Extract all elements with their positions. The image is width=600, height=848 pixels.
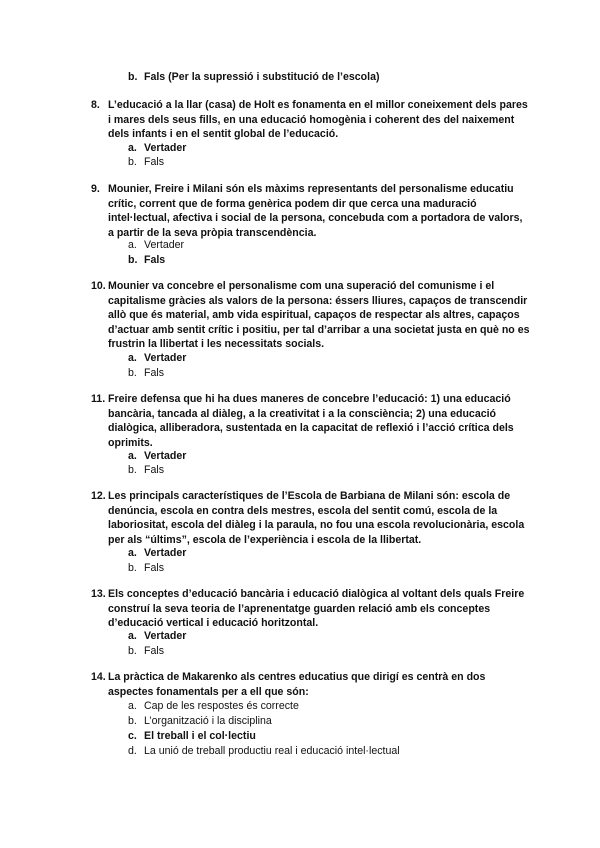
question-text: La pràctica de Makarenko als centres educatius que dirigí es centrà en dos aspectes fonamentals per a ell que són: <box>108 671 486 698</box>
option-text: Fals <box>144 645 165 657</box>
q8-option-a <box>128 141 186 155</box>
q13-option-a <box>128 629 186 643</box>
question-14 <box>91 670 531 699</box>
option-text: Vertader <box>144 142 187 154</box>
option-letter: a. <box>128 352 137 364</box>
option-letter: a. <box>128 142 137 154</box>
question-text: L’educació a la llar (casa) de Holt es fonamenta en el millor coneixement dels pares i mares dels seus fills, en una educació homogènia i coherent des del naixement dels infants i en el sentit global de l’educació. <box>108 99 528 141</box>
option-letter: b. <box>128 645 137 657</box>
option-prev-b <box>128 70 380 84</box>
q10-option-a <box>128 351 186 365</box>
option-text: Vertader <box>144 450 187 462</box>
question-text: Els conceptes d’educació bancària i educació dialògica al voltant dels quals Freire construí la seva teoria de l’aprenentatge guarden relació amb els conceptes d’educació vertical i educació horitzontal. <box>108 588 525 630</box>
question-number: 12. <box>91 490 106 502</box>
option-letter: b. <box>128 715 137 727</box>
option-letter: a. <box>128 450 137 462</box>
question-text: Mounier, Freire i Milani són els màxims representants del personalisme educatiu crític, corrent que de forma genèrica podem dir que cerca una maduració intel·lectual, afectiva i social de la persona, concebuda com a portadora de valors, a partir de la seva pròpia transcendència. <box>108 183 523 239</box>
question-text: Freire defensa que hi ha dues maneres de concebre l’educació: 1) una educació bancària, tancada al diàleg, a la creativitat i a la consciència; 2) una educació dialògica, alliberadora, sustentada en la capacitat de reflexió i l’acció crítica dels oprimits. <box>108 393 514 449</box>
q11-option-b <box>128 463 164 477</box>
question-number: 8. <box>91 99 100 111</box>
option-letter: b. <box>128 254 138 266</box>
q14-option-a <box>128 699 299 713</box>
option-text: El treball i el col·lectiu <box>144 730 256 742</box>
question-number: 14. <box>91 671 106 683</box>
option-letter: b. <box>128 562 137 574</box>
option-text: Fals <box>144 562 165 574</box>
question-8 <box>91 98 531 142</box>
question-13 <box>91 587 531 631</box>
option-letter: a. <box>128 700 137 712</box>
q9-option-a <box>128 238 184 252</box>
option-letter: d. <box>128 745 137 757</box>
q14-option-c <box>128 729 256 743</box>
question-number: 11. <box>91 393 106 405</box>
question-number: 9. <box>91 183 100 195</box>
q14-option-b <box>128 714 272 728</box>
question-text: Mounier va concebre el personalisme com una superació del comunisme i el capitalisme gràcies als valors de la persona: éssers lliures, capaços de transcendir allò que és material, amb vida espiritual, capaços de respectar als altres, capaços d’actuar amb sentit crític i positiu, per tal d’arribar a una societat justa en què no es frustrin la llibertat i les necessitats socials. <box>108 280 530 351</box>
q14-option-d <box>128 744 400 758</box>
q8-option-b <box>128 155 164 169</box>
option-text: Vertader <box>144 352 187 364</box>
option-text: Cap de les respostes és correcte <box>144 700 299 712</box>
question-number: 10. <box>91 280 106 292</box>
option-text: Vertader <box>144 239 185 251</box>
option-letter: b. <box>128 71 138 83</box>
question-text: Les principals característiques de l’Escola de Barbiana de Milani són: escola de denúncia, escola en contra dels mestres, escola del sentit comú, escola de la laboriositat, escola del diàleg i la paraula, no fou una escola revolucionària, escola per als “últims”, escola de l’experiència i escola de la llibertat. <box>108 490 525 546</box>
option-text: L’organització i la disciplina <box>144 715 272 727</box>
q11-option-a <box>128 449 186 463</box>
q10-option-b <box>128 366 164 380</box>
option-text: Vertader <box>144 630 187 642</box>
option-letter: a. <box>128 547 137 559</box>
option-text: Vertader <box>144 547 187 559</box>
q12-option-b <box>128 561 164 575</box>
question-11 <box>91 392 531 450</box>
option-letter: a. <box>128 630 137 642</box>
question-12 <box>91 489 531 547</box>
option-letter: b. <box>128 367 137 379</box>
option-letter: c. <box>128 730 137 742</box>
q12-option-a <box>128 546 186 560</box>
question-10 <box>91 279 531 352</box>
option-text: Fals <box>144 156 165 168</box>
option-text: Fals (Per la supressió i substitució de l’escola) <box>144 71 380 83</box>
option-text: Fals <box>144 367 165 379</box>
q13-option-b <box>128 644 164 658</box>
option-letter: b. <box>128 464 137 476</box>
question-9 <box>91 182 531 240</box>
q9-option-b <box>128 253 165 267</box>
option-letter: b. <box>128 156 137 168</box>
option-letter: a. <box>128 239 137 251</box>
option-text: Fals <box>144 254 166 266</box>
question-number: 13. <box>91 588 106 600</box>
option-text: Fals <box>144 464 165 476</box>
option-text: La unió de treball productiu real i educació intel·lectual <box>144 745 400 757</box>
